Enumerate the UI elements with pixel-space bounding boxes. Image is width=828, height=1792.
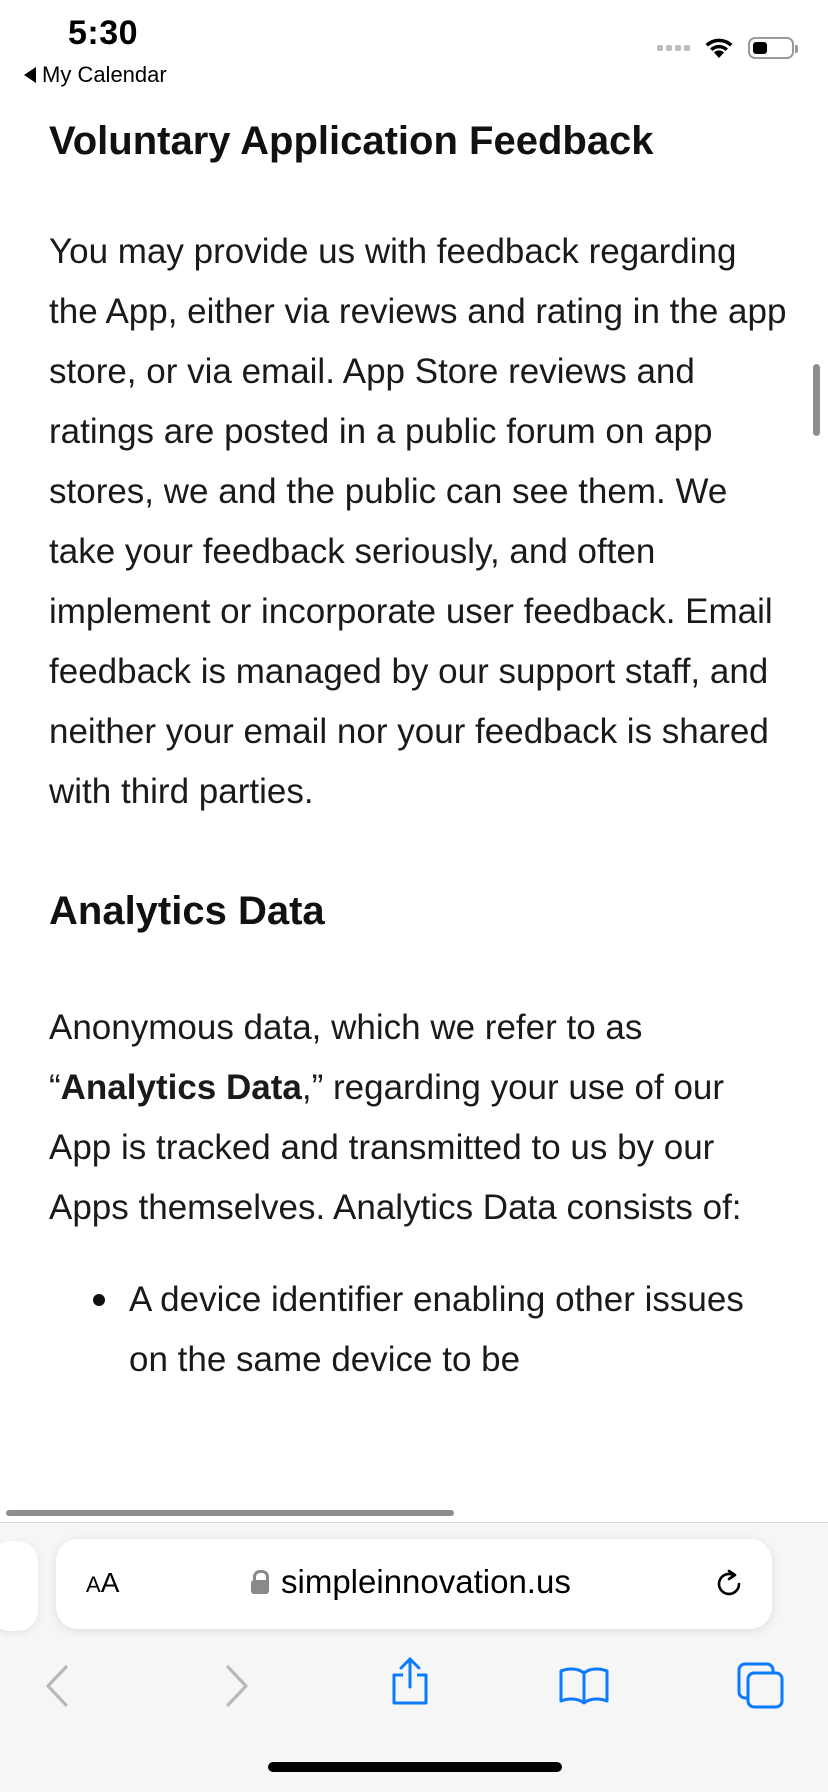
status-indicators [657,36,794,60]
url-display[interactable] [251,1563,571,1601]
analytics-bullet-list [49,1270,789,1390]
book-icon[interactable] [558,1665,610,1705]
back-to-app-link[interactable] [24,62,167,88]
cellular-signal-icon [657,45,690,51]
back-to-app-label: My Calendar [42,62,167,87]
analytics-term-bold: Analytics Data [60,1068,302,1107]
browser-toolbar [0,1522,828,1792]
browser-nav-row [0,1653,828,1733]
vertical-scrollbar[interactable] [813,364,820,436]
back-triangle-icon [24,67,36,83]
url-text: simpleinnovation.us [281,1563,571,1600]
home-indicator[interactable] [268,1762,562,1772]
feedback-paragraph: You may provide us with feedback regarding the App, either via reviews and rating in the app store, or via email. App Store reviews and ratings are posted in a public forum on app stores, we and the public can see them. We take your feedback seriously, and often implement or incorporate user feedback. Email feedback is managed by our support staff, and neither your email nor your feedback is shared with third parties. [49,232,787,811]
list-item: A device identifier enabling other issues on the same device to be [129,1270,789,1390]
tabs-icon[interactable] [736,1661,786,1709]
address-bar[interactable] [56,1539,772,1629]
wifi-icon [704,36,734,60]
lock-icon [251,1570,269,1594]
status-time: 5:30 [68,14,139,52]
analytics-text-suffix: ,” regarding your use of our App is tracked and transmitted to us by our Apps themselves. Analytics Data consists of: [49,1068,742,1227]
analytics-paragraph [49,998,789,1238]
section-heading-feedback: Voluntary Application Feedback [49,119,654,163]
horizontal-scrollbar[interactable] [6,1510,454,1516]
battery-icon [748,37,794,59]
section-heading-analytics: Analytics Data [49,889,325,933]
chevron-right-icon[interactable] [222,1663,252,1709]
share-icon[interactable] [388,1655,432,1707]
reader-options-button[interactable]: AA [86,1567,120,1598]
article-content [49,108,789,1390]
analytics-text-prefix: Anonymous data, which we refer to as “ [49,1008,643,1107]
reload-icon[interactable] [712,1567,746,1601]
previous-tab-preview[interactable] [0,1541,38,1631]
chevron-left-icon[interactable] [42,1663,72,1709]
